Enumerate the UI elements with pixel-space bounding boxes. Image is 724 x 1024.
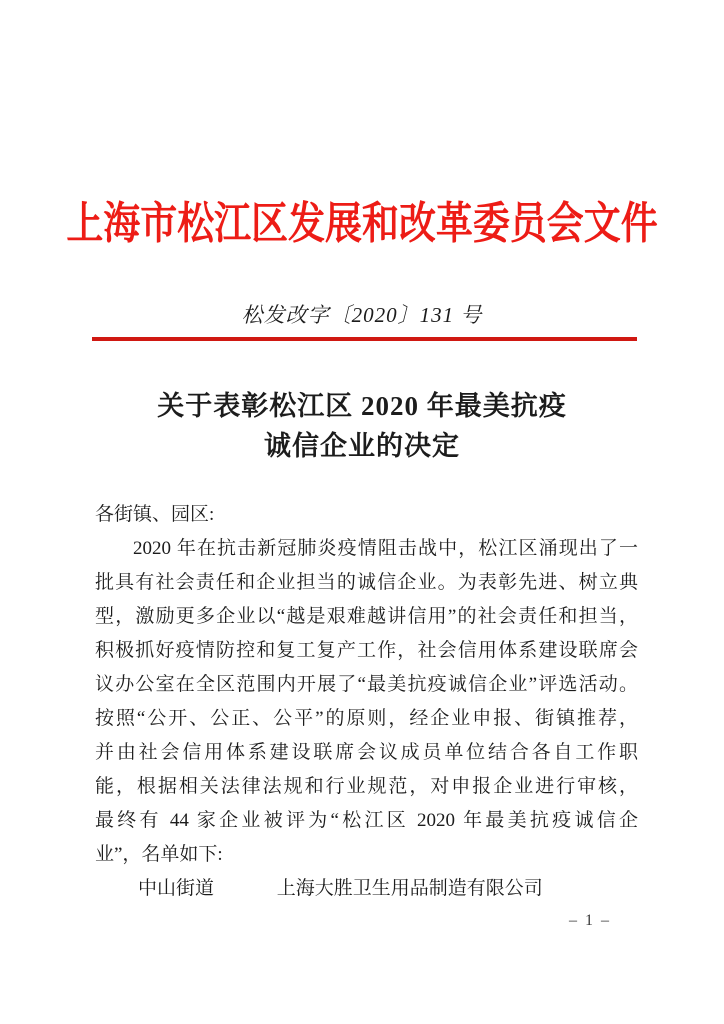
document-number: 松发改字〔2020〕131 号 xyxy=(241,303,483,327)
body-line: 型，激励更多企业以“越是艰难越讲信用”的社会责任和担当， xyxy=(95,606,638,627)
body-line: 最终有 44 家企业被评为“松江区 2020 年最美抗疫诚信企 xyxy=(95,810,638,831)
body-line: 积极抓好疫情防控和复工复产工作，社会信用体系建设联席会 xyxy=(95,640,638,661)
agency-letterhead-title: 上海市松江区发展和改革委员会文件 xyxy=(66,199,658,248)
awardee-list-row xyxy=(95,872,638,906)
document-title xyxy=(0,386,724,466)
body-line: 业”，名单如下: xyxy=(95,844,223,865)
street-name: 中山街道 xyxy=(138,878,215,899)
document-title-line-2: 诚信企业的决定 xyxy=(264,431,460,461)
body-line: 并由社会信用体系建设联席会议成员单位结合各自工作职 xyxy=(95,742,638,763)
page-number: – 1 – xyxy=(569,912,611,929)
body-line: 2020 年在抗击新冠肺炎疫情阻击战中，松江区涌现出了一 xyxy=(133,538,638,559)
body-line: 批具有社会责任和企业担当的诚信企业。为表彰先进、树立典 xyxy=(95,572,638,593)
salutation-line: 各街镇、园区: xyxy=(95,504,215,525)
document-body xyxy=(95,498,638,906)
body-line: 能，根据相关法律法规和行业规范，对申报企业进行审核， xyxy=(95,776,638,797)
company-name: 上海大胜卫生用品制造有限公司 xyxy=(276,878,543,899)
body-line: 议办公室在全区范围内开展了“最美抗疫诚信企业”评选活动。 xyxy=(95,674,638,695)
document-title-line-1: 关于表彰松江区 2020 年最美抗疫 xyxy=(157,391,567,421)
red-divider-line xyxy=(92,337,637,341)
body-line: 按照“公开、公正、公平”的原则，经企业申报、街镇推荐， xyxy=(95,708,638,729)
